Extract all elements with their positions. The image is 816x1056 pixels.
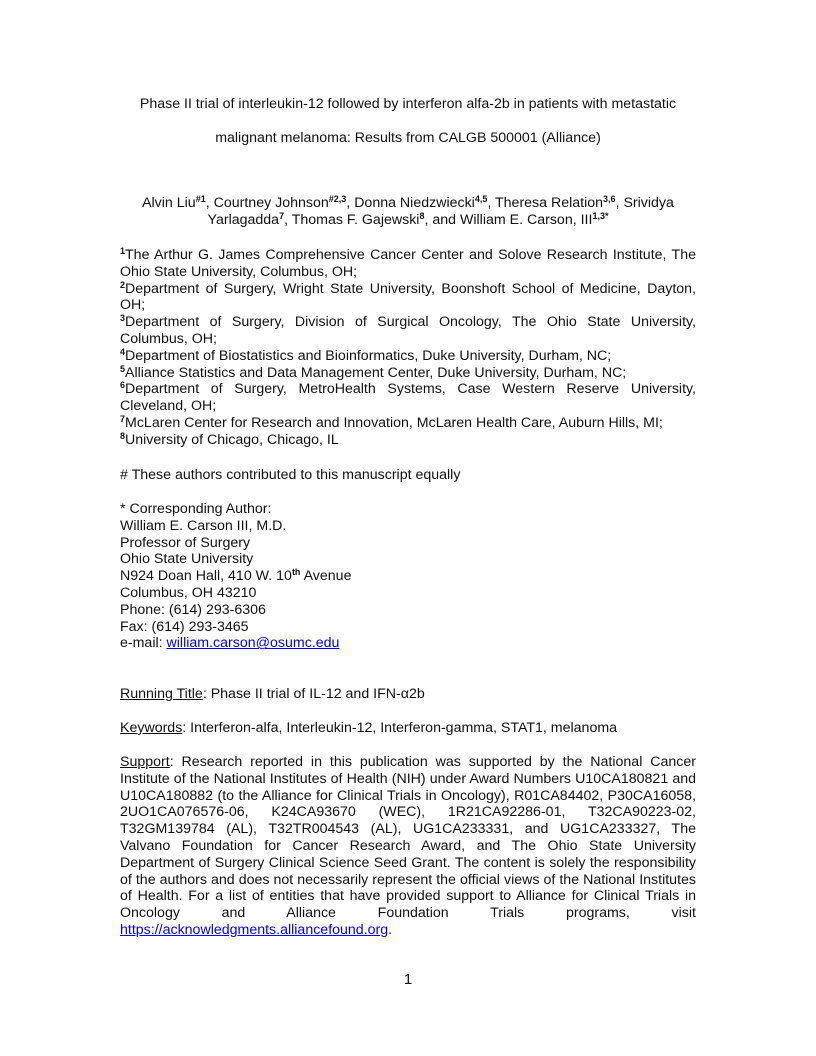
- affiliation-text: Department of Surgery, Wright State University, Boonshoft School of Medicine, Dayton, OH;: [120, 280, 696, 314]
- support-text: : Research reported in this publication was supported by the National Cancer Institute of the National Institutes of Health (NIH) under Award Numbers U10CA180821 and U10CA180882 (to the Alliance for Clinical Trials in Oncology), R01CA84402, P30CA16058, 2UO1CA076576-06, K24CA93670 (WEC), 1R21CA92286-01, T32CA90223-02, T32GM139784 (AL), T32TR004543 (AL), UG1CA233331, and UG1CA233327, The Valvano Foundation for Cancer Research Award, and The Ohio State University Department of Surgery Clinical Science Seed Grant. The content is solely the responsibility of the authors and does not necessarily represent the official views of the National Institutes of Health. For a list of entities that have provided support to Alliance for Clinical Trials in Oncology and Alliance Foundation Trials programs, visit: [120, 754, 696, 922]
- author-affiliation-marker: 7: [279, 211, 285, 221]
- author-separator: ,: [346, 195, 355, 211]
- author-name: Courtney Johnson: [213, 195, 329, 211]
- affiliation-text: University of Chicago, Chicago, IL: [125, 431, 339, 448]
- affiliation-text: The Arthur G. James Comprehensive Cancer Center and Solove Research Institute, The Ohio State University, Columbus, OH;: [120, 247, 696, 280]
- author-name: Donna Niedzwiecki: [354, 195, 475, 211]
- page-number: 1: [403, 971, 413, 988]
- author-name: Srividya Yarlagadda: [207, 195, 674, 228]
- corresponding-institution: Ohio State University: [120, 551, 254, 568]
- support-end: .: [388, 921, 393, 938]
- affiliation-item: [120, 432, 696, 449]
- author-affiliation-marker: 4,5: [474, 194, 488, 204]
- affiliation-item: [120, 314, 696, 348]
- author-separator: ,: [205, 195, 214, 211]
- affiliation-number: 4: [120, 346, 126, 357]
- equal-contribution-note: # These authors contributed to this manuscript equally: [120, 467, 461, 483]
- author-affiliation-marker: 3,6: [603, 194, 616, 204]
- author-name: Thomas F. Gajewski: [291, 212, 420, 228]
- author-affiliation-marker: #1: [195, 194, 206, 204]
- affiliation-text: Department of Surgery, Division of Surgical Oncology, The Ohio State University, Columbus, OH;: [120, 314, 696, 347]
- affiliation-text: Alliance Statistics and Data Management Center, Duke University, Durham, NC;: [125, 364, 627, 381]
- affiliation-number: 8: [120, 430, 126, 441]
- author-name: Theresa Relation: [495, 195, 604, 211]
- keywords-text: : Interferon-alfa, Interleukin-12, Interferon-gamma, STAT1, melanoma: [182, 720, 618, 736]
- support-label: Support: [120, 754, 170, 770]
- affiliation-text: Department of Biostatistics and Bioinformatics, Duke University, Durham, NC;: [125, 347, 612, 364]
- running-title-text: : Phase II trial of IL-12 and IFN-α2b: [202, 686, 425, 702]
- affiliation-number: 7: [120, 413, 126, 424]
- corresponding-name: William E. Carson III, M.D.: [120, 517, 287, 534]
- affiliation-item: [120, 247, 696, 281]
- affiliation-item: [120, 348, 696, 365]
- address-avenue: Avenue: [300, 568, 352, 585]
- author-affiliation-marker: 8: [419, 211, 425, 221]
- affiliation-number: 2: [120, 279, 126, 290]
- keywords: [120, 720, 696, 737]
- affiliation-item: [120, 415, 696, 432]
- running-title-label: Running Title: [120, 686, 203, 702]
- author-separator: ,: [487, 195, 495, 211]
- acknowledgments-link[interactable]: https://acknowledgments.alliancefound.org: [120, 921, 389, 938]
- corresponding-city: Columbus, OH 43210: [120, 584, 257, 601]
- corresponding-phone: Phone: (614) 293-6306: [120, 601, 266, 618]
- author-affiliation-marker: #2,3: [328, 194, 347, 204]
- corresponding-fax: Fax: (614) 293-3465: [120, 618, 249, 635]
- author-name: William E. Carson, III: [459, 212, 593, 228]
- affiliation-number: 5: [120, 363, 126, 374]
- author-list: [120, 195, 696, 229]
- running-title: [120, 686, 696, 703]
- author-separator: , and: [424, 212, 460, 228]
- author-name: Alvin Liu: [142, 195, 196, 211]
- author-affiliation-marker: 1,3*: [592, 211, 609, 221]
- affiliation-item: [120, 381, 696, 415]
- corresponding-address: [120, 568, 696, 585]
- author-separator: ,: [615, 195, 624, 211]
- affiliation-number: 3: [120, 313, 126, 324]
- affiliations: [120, 247, 696, 449]
- affiliation-text: McLaren Center for Research and Innovation, McLaren Health Care, Auburn Hills, MI;: [125, 414, 663, 431]
- corresponding-author: [120, 501, 696, 652]
- title-line-2: malignant melanoma: Results from CALGB 500001 (Alliance): [215, 130, 601, 146]
- email-label: e-mail:: [120, 635, 167, 652]
- address-street: N924 Doan Hall, 410 W. 10: [120, 568, 292, 585]
- corresponding-heading: * Corresponding Author:: [120, 501, 272, 517]
- title-line-1: Phase II trial of interleukin-12 followed by interferon alfa-2b in patients with metastatic: [139, 96, 677, 112]
- author-separator: ,: [284, 212, 292, 228]
- affiliation-item: [120, 281, 696, 315]
- corresponding-position: Professor of Surgery: [120, 534, 251, 551]
- address-ordinal: th: [291, 567, 301, 578]
- affiliation-text: Department of Surgery, MetroHealth Systems, Case Western Reserve University, Cleveland, OH;: [120, 381, 696, 415]
- affiliation-number: 1: [120, 246, 126, 256]
- affiliation-item: [120, 365, 696, 382]
- email-link[interactable]: william.carson@osumc.edu: [166, 635, 340, 652]
- keywords-label: Keywords: [120, 720, 183, 736]
- support-paragraph: [120, 754, 696, 939]
- affiliation-number: 6: [120, 380, 126, 391]
- corresponding-email-line: [120, 635, 696, 652]
